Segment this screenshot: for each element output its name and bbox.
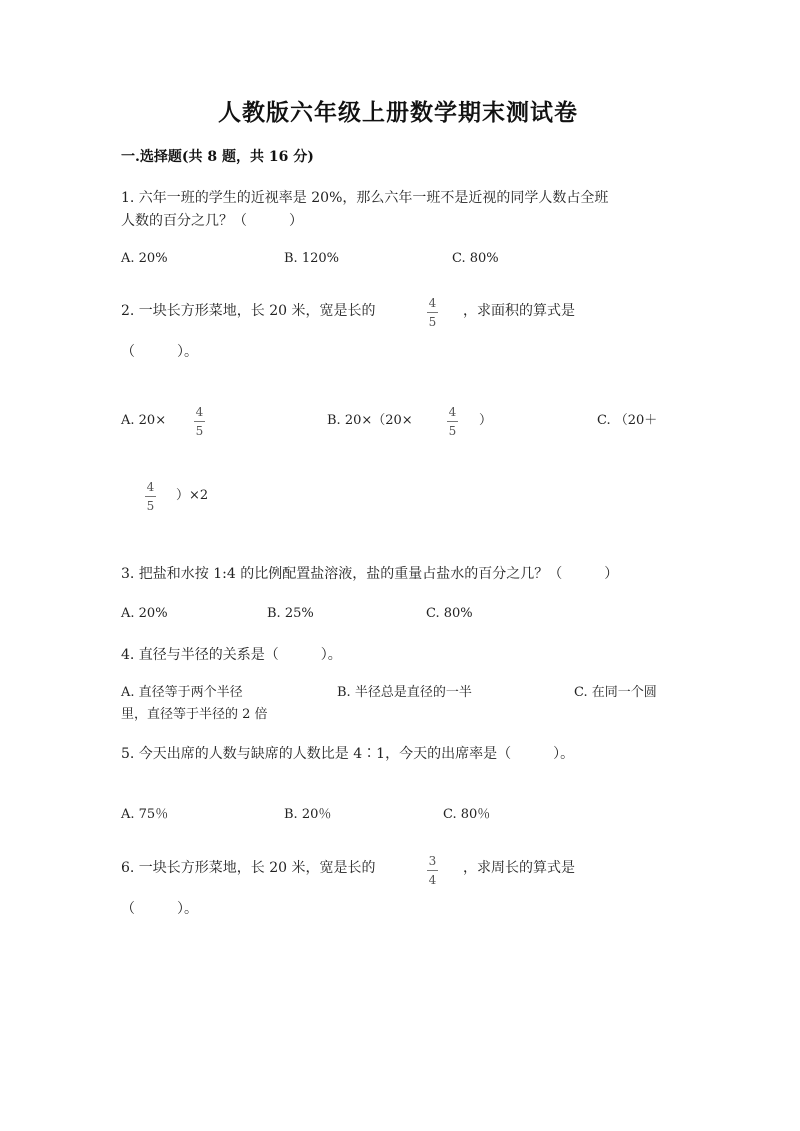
fraction-numerator: 3 xyxy=(428,854,437,868)
option-b[interactable]: B. 25% xyxy=(267,606,314,621)
fraction xyxy=(427,855,438,886)
fraction-denominator: 4 xyxy=(428,873,437,887)
fraction-bar xyxy=(427,870,438,871)
option-b[interactable]: B. 20×（20× xyxy=(327,413,413,428)
option-b[interactable]: B. 半径总是直径的一半 xyxy=(337,685,472,700)
fraction-denominator: 5 xyxy=(195,424,204,438)
section-heading: 一.选择题(共 8 题，共 16 分) xyxy=(121,149,314,165)
page-title: 人教版六年级上册数学期末测试卷 xyxy=(218,99,578,126)
fraction-numerator: 4 xyxy=(146,480,155,494)
fraction-numerator: 4 xyxy=(448,405,457,419)
question-text: 人数的百分之几？（ ） xyxy=(121,213,303,229)
option-b[interactable]: B. 20％ xyxy=(284,807,332,822)
question-text: 1. 六年一班的学生的近视率是 20%，那么六年一班不是近视的同学人数占全班 xyxy=(121,190,609,206)
option-a[interactable]: A. 直径等于两个半径 xyxy=(121,685,243,700)
question-text: ，求周长的算式是 xyxy=(463,860,575,876)
fraction-denominator: 5 xyxy=(428,315,437,329)
fraction-bar xyxy=(447,421,458,422)
option-c-continued: 里，直径等于半径的 2 倍 xyxy=(121,707,268,722)
question-text: ，求面积的算式是 xyxy=(463,303,575,319)
option-c[interactable]: C. 80% xyxy=(452,251,499,266)
fraction xyxy=(447,406,458,437)
option-a[interactable]: A. 20% xyxy=(121,606,168,621)
fraction-numerator: 4 xyxy=(428,296,437,310)
fraction xyxy=(145,481,156,512)
question-text: 3. 把盐和水按 1:4 的比例配置盐溶液，盐的重量占盐水的百分之几？（ ） xyxy=(121,566,619,582)
question-text: 5. 今天出席的人数与缺席的人数比是 4∶1，今天的出席率是（ ）。 xyxy=(121,746,575,762)
option-c[interactable]: C. 80％ xyxy=(443,807,491,822)
fraction-bar xyxy=(427,312,438,313)
answer-blank: （ ）。 xyxy=(121,344,198,360)
fraction-bar xyxy=(194,421,205,422)
fraction-bar xyxy=(145,496,156,497)
fraction-denominator: 5 xyxy=(146,499,155,513)
option-c[interactable]: C. 80% xyxy=(426,606,473,621)
option-b[interactable]: B. 120% xyxy=(284,251,339,266)
fraction-numerator: 4 xyxy=(195,405,204,419)
question-text: 2. 一块长方形菜地，长 20 米，宽是长的 xyxy=(121,303,376,319)
question-text: 6. 一块长方形菜地，长 20 米，宽是长的 xyxy=(121,860,376,876)
option-a[interactable]: A. 20% xyxy=(121,251,168,266)
option-a[interactable]: A. 75％ xyxy=(121,807,169,822)
option-text: ）×2 xyxy=(176,488,209,503)
question-text: 4. 直径与半径的关系是（ ）。 xyxy=(121,647,342,663)
fraction xyxy=(427,297,438,328)
option-a[interactable]: A. 20× xyxy=(121,413,167,428)
option-text: ） xyxy=(479,413,493,428)
fraction-denominator: 5 xyxy=(448,424,457,438)
fraction xyxy=(194,406,205,437)
answer-blank: （ ）。 xyxy=(121,901,198,917)
option-c[interactable]: C. （20＋ xyxy=(597,413,658,428)
option-c[interactable]: C. 在同一个圆 xyxy=(574,685,657,700)
